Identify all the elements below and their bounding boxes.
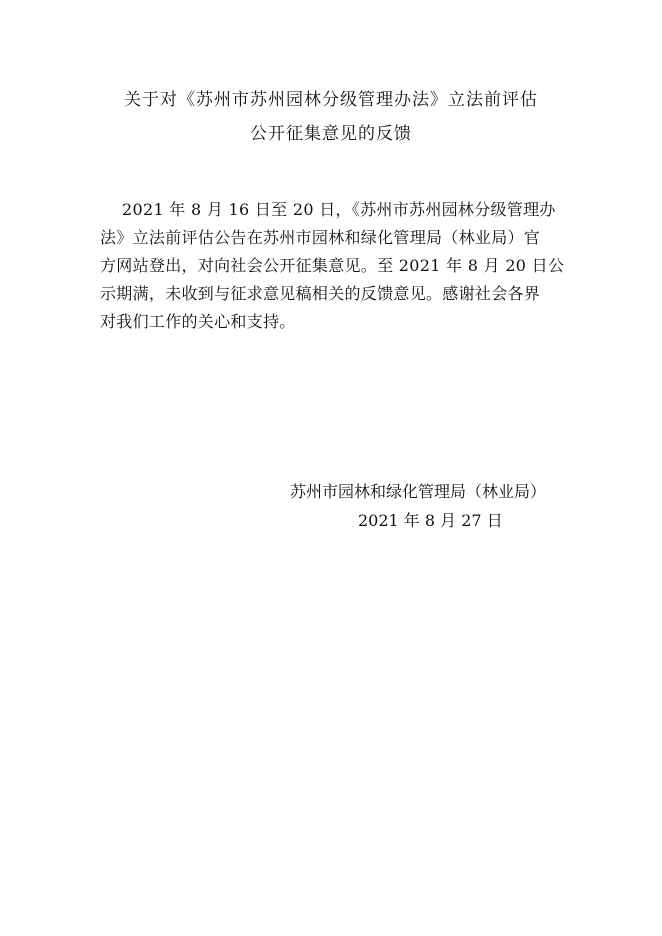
body-paragraph <box>100 196 565 336</box>
document-title-line-1: 关于对《苏州市苏州园林分级管理办法》立法前评估 <box>124 90 538 110</box>
body-line-1: 2021 年 8 月 16 日至 20 日，《苏州市苏州园林分级管理办 <box>122 200 556 219</box>
body-line-3: 方网站登出，对向社会公开征集意见。至 2021 年 8 月 20 日公 <box>100 256 565 275</box>
body-line-2: 法》立法前评估公告在苏州市园林和绿化管理局（林业局）官 <box>100 228 541 247</box>
document-body <box>100 196 565 336</box>
signature-organization: 苏州市园林和绿化管理局（林业局） <box>290 482 547 501</box>
signature-date: 2021 年 8 月 27 日 <box>358 511 503 530</box>
document-title-line-2: 公开征集意见的反馈 <box>250 124 412 144</box>
body-line-4: 示期满，未收到与征求意见稿相关的反馈意见。感谢社会各界 <box>100 284 541 303</box>
body-line-5: 对我们工作的关心和支持。 <box>100 312 296 331</box>
